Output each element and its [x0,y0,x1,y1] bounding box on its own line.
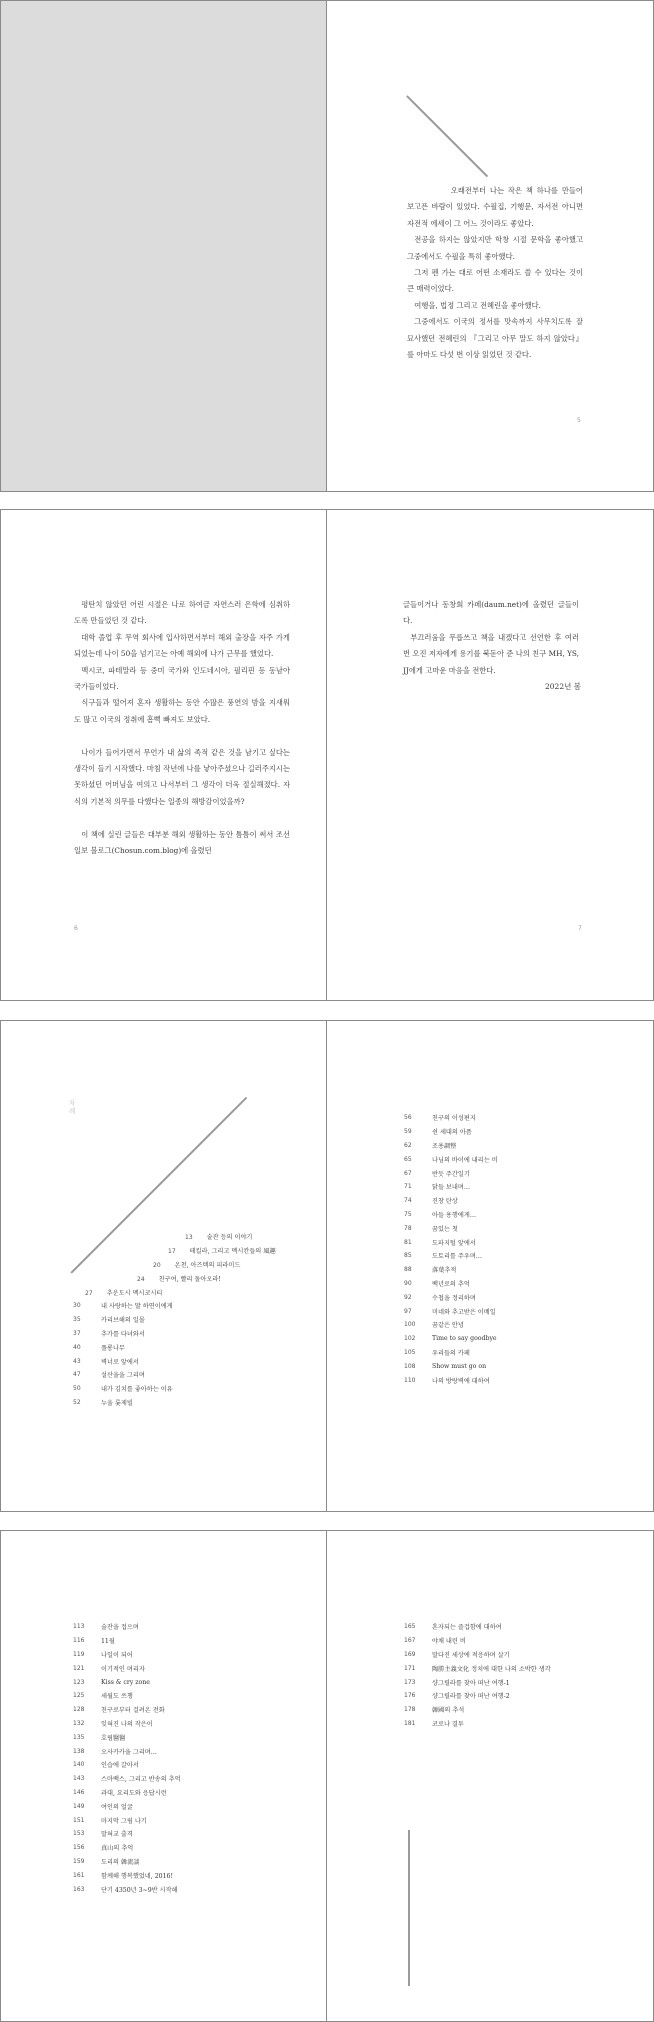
toc-page-number: 156 [73,1844,85,1852]
toc-page-number: 178 [404,1706,416,1714]
toc-page-number: 43 [73,1357,81,1365]
toc-page-number: 149 [73,1802,85,1810]
toc-page-number: 169 [404,1650,416,1658]
toc-entry[interactable] [73,1689,181,1703]
toc-entry[interactable] [73,1855,181,1869]
toc-entry[interactable] [73,1744,181,1758]
toc-page-number: 65 [404,1155,412,1163]
toc-title: 플롱나무 [101,1344,125,1352]
toc-page-number: 132 [73,1719,85,1727]
preface-text [403,597,579,679]
toc-entry[interactable] [404,1703,551,1717]
toc-title: 백년로의 추억 [432,1280,470,1288]
toc-title: 우리들의 카페 [432,1349,470,1357]
toc-title: 도파지털 앞에서 [432,1239,476,1247]
toc-title: 陶勝主義文化 정치에 대한 나의 소박한 생각 [432,1665,551,1673]
page-number: 5 [577,417,581,424]
toc-title: 단기 4350년 3~9반 시작해 [101,1886,178,1894]
toc-entry[interactable] [73,1786,181,1800]
toc-entry[interactable] [73,1368,173,1382]
toc-entry[interactable] [404,1304,498,1318]
toc-entry[interactable] [404,1346,498,1360]
toc-entry[interactable] [73,1327,173,1341]
toc-title: 수첩을 정리하며 [432,1294,476,1302]
toc-entry[interactable] [404,1290,498,1304]
toc-page-number: 59 [404,1128,412,1136]
spread-3 [0,1020,654,1512]
toc-title: 쉰 세대의 아픔 [432,1129,472,1137]
paragraph: 식구들과 떨어져 혼자 생활하는 동안 수많은 풍연의 밤을 지새워도 많고 이국의 정취에 흠뻑 빠져도 보았다. [74,698,290,724]
toc-title: 혼자되는 즐겁함에 대하여 [432,1624,502,1632]
toc-entry[interactable] [73,1882,181,1896]
toc-title: 함께해 행복했었네, 2016! [101,1872,173,1880]
toc-title: 오사카카을 그리며… [101,1748,157,1756]
paragraph: 대학 졸업 후 무역 회사에 입사하면서부터 해외 출장을 자주 가게 되었는데 나이 50을 넘기고는 아예 해외에 나가 근무를 했었다. [74,632,290,659]
page-5 [327,1,653,491]
toc-page-number: 140 [73,1761,85,1769]
toc-entry[interactable] [404,1634,551,1648]
toc-title: 꿈있는 첫 [432,1225,458,1233]
toc-title: 나일이 되어 [101,1651,133,1659]
toc-title: 真山의 추억 [101,1845,134,1853]
toc-entry[interactable] [73,1675,181,1689]
toc-entry[interactable] [404,1235,498,1249]
toc-page-number: 151 [73,1816,85,1824]
toc-page-number: 17 [168,1248,176,1255]
preface-text [74,597,290,859]
toc-page-number: 173 [404,1678,416,1686]
toc-entry[interactable] [73,1772,181,1786]
toc-title: 인습에 갈아서 [101,1762,139,1770]
toc-entry[interactable] [73,1620,181,1634]
page-number: 6 [74,925,78,932]
paragraph: 글들이거나 동창회 카페(daum.net)에 올렸던 글들이다. [403,600,579,626]
toc-title: 꿈같은 안녕 [432,1322,464,1330]
paragraph: 전공을 하지는 않았지만 학창 시절 문학을 좋아했고 그중에서도 수필을 특히 좋아했다. [407,235,583,261]
toc-page-number: 67 [404,1169,412,1177]
toc-title: 야채 내린 비 [432,1638,466,1646]
toc-page-number: 125 [73,1692,85,1700]
page-6 [1,510,327,1000]
toc-entry[interactable] [85,1288,162,1297]
paragraph: 그저 펜 가는 대로 어떤 소재라도 쓸 수 있다는 것이 큰 매력이었다. [407,268,583,294]
toc-entry[interactable] [73,1661,181,1675]
toc-title: 샹그릴라를 찾아 떠난 여행-2 [432,1693,510,1701]
toc-entry[interactable] [153,1260,240,1269]
page-7 [327,510,653,1000]
toc-page-number: 90 [404,1279,412,1287]
toc-page-right [327,1531,653,2021]
toc-list [73,1299,173,1409]
toc-title: 잊혀진 나의 작은이 [101,1720,153,1728]
toc-title: 설산을을 그리며 [101,1372,145,1380]
toc-title: 친구여, 빨리 돌아오라! [158,1276,221,1283]
toc-entry[interactable] [404,1689,551,1703]
toc-title: 친구로부터 걸려온 전화 [101,1707,165,1715]
toc-page-number: 167 [404,1637,416,1645]
toc-page-number: 20 [153,1262,161,1269]
toc-page-number: 165 [404,1623,416,1631]
paragraph: 오래전부터 나는 작은 책 하나를 만들어 보고픈 바람이 있었다. 수필집, 기행문, 자서전 아니면 자전적 에세이 그 어느 것이라도 좋았다. [407,186,583,228]
toc-page-number: 88 [404,1266,412,1274]
toc-page-number: 171 [404,1664,416,1672]
toc-title: 세월도 쓰챙 [101,1693,133,1701]
spread-2 [0,509,654,1001]
toc-page-number: 119 [73,1650,85,1658]
toc-entry[interactable] [73,1396,173,1410]
toc-title: 落葉추적 [432,1267,457,1275]
toc-title: 벽너로 앞에서 [101,1358,139,1366]
toc-entry[interactable] [404,1620,551,1634]
toc-entry[interactable] [73,1313,173,1327]
toc-title: 추운도시 멕시코시티 [106,1290,163,1297]
toc-entry[interactable] [73,1827,181,1841]
toc-entry[interactable] [185,1232,252,1241]
toc-title: 말다진 세상에 적응하며 살기 [432,1651,510,1659]
toc-page-number: 100 [404,1321,416,1329]
toc-page-number: 146 [73,1788,85,1796]
toc-page-left [1,1531,327,2021]
toc-title: 테킬라, 그리고 멕시칸들의 風趣 [189,1248,276,1255]
toc-heading: 차례 [69,1099,76,1115]
toc-title: 진창 탄상 [432,1198,458,1206]
toc-entry[interactable] [404,1221,498,1235]
toc-title: 마지막 그림 나기 [101,1817,147,1825]
toc-page-number: 50 [73,1385,81,1393]
spread-1 [0,0,654,492]
toc-page-number: 47 [73,1371,81,1379]
toc-page-number: 40 [73,1343,81,1351]
toc-entry[interactable] [404,1139,498,1153]
toc-entry[interactable] [73,1730,181,1744]
toc-page-number: 108 [404,1362,416,1370]
decorative-vertical-line [408,1830,410,1986]
toc-page-number: 128 [73,1706,85,1714]
toc-entry[interactable] [404,1318,498,1332]
toc-page-number: 37 [73,1329,81,1337]
toc-page-number: 13 [185,1234,193,1241]
toc-entry[interactable] [73,1813,181,1827]
toc-title: 여인의 얼굴 [101,1803,133,1811]
decorative-diagonal-line [406,95,488,177]
toc-title: 반듯 주간일기 [432,1170,470,1178]
toc-title: 술잔을 접으며 [101,1624,139,1632]
toc-entry[interactable] [404,1277,498,1291]
toc-entry[interactable] [73,1648,181,1662]
toc-entry[interactable] [404,1717,551,1731]
toc-title: 코로나 결투 [432,1720,464,1728]
toc-page-number: 35 [73,1316,81,1324]
toc-page-number: 30 [73,1302,81,1310]
blank-line [74,810,290,826]
toc-page-number: 56 [404,1114,412,1122]
paragraph: 나이가 들어가면서 무언가 내 삶의 족적 같은 것을 남기고 싶다는 생각이 들기 시작했다. 마침 작년에 나를 낳아주셨으나 길러주지시는 못하셨던 어머님을 여의고 나서부터 그 생각이 더욱 절실해졌다. 자식의 기본적 의무를 다했다는 일종의 해방감이었을까? [74,747,290,806]
toc-title: 나의 방랑벽에 대하여 [432,1377,490,1385]
toc-entry[interactable] [168,1246,276,1255]
toc-page-number: 153 [73,1830,85,1838]
toc-page-number: 161 [73,1871,85,1879]
toc-entry[interactable] [73,1354,173,1368]
toc-entry[interactable] [73,1868,181,1882]
toc-entry[interactable] [73,1758,181,1772]
toc-title: 내 사랑하는 딸 하연이에게 [101,1303,173,1311]
paragraph: 이 책에 실린 글들은 대부분 해외 생활하는 동안 틈틈이 써서 조선일보 블로그(Chosun.com.blog)에 올렸던 [74,829,290,856]
toc-entry[interactable] [404,1166,498,1180]
toc-page-number: 110 [404,1376,416,1384]
toc-list [404,1620,551,1730]
toc-page-number: 176 [404,1692,416,1700]
toc-title: 술잔 등의 이야기 [206,1234,253,1241]
toc-page-number: 71 [404,1183,412,1191]
toc-title: 카리브해의 일몰 [101,1317,145,1325]
toc-title: 호림醫醫 [101,1734,126,1742]
toc-page-number: 181 [404,1719,416,1727]
toc-page-number: 62 [404,1141,412,1149]
preface-signature: 2022년 봄 [545,682,581,691]
toc-entry[interactable] [404,1249,498,1263]
paragraph: 평탄치 않았던 어린 시절은 나로 하여금 자연스러 은학에 심취하도록 만들었던 것 같다. [74,600,290,626]
toc-title: Time to say goodbye [432,1335,497,1343]
page-number: 7 [578,925,582,932]
toc-entry[interactable] [404,1332,498,1346]
toc-title: 미네와 추고받은 이메일 [432,1308,496,1316]
toc-entry[interactable] [73,1799,181,1813]
toc-title: 韓國의 추석 [432,1707,465,1715]
preface-text [407,183,583,363]
toc-page-right [327,1021,653,1511]
toc-entry[interactable] [404,1648,551,1662]
toc-page-number: 116 [73,1637,85,1645]
toc-entry[interactable] [137,1274,221,1283]
blank-line [74,728,290,744]
toc-entry[interactable] [404,1675,551,1689]
toc-entry[interactable] [404,1111,498,1125]
toc-page-number: 135 [73,1733,85,1741]
toc-page-number: 143 [73,1775,85,1783]
toc-page-number: 74 [404,1197,412,1205]
toc-entry[interactable] [73,1382,173,1396]
toc-title: 친구의 이성편지 [432,1115,476,1123]
paragraph: 그중에서도 이국의 정서를 맛속까지 사무치도록 잘 묘사했던 전혜린의 『그리고 아무 말도 하지 않았다』를 아마도 다섯 번 이상 읽었던 것 같다. [407,317,583,360]
toc-entry[interactable] [73,1299,173,1313]
toc-page-number: 92 [404,1293,412,1301]
toc-title: 말혀교 출격 [101,1831,133,1839]
toc-page-number: 24 [137,1276,145,1283]
toc-page-number: 163 [73,1885,85,1893]
toc-title: 도토리를 주우며… [432,1253,482,1261]
toc-title: 누울 롯제빌 [101,1399,133,1407]
toc-title: 내가 김치를 좋아하는 이유 [101,1386,173,1394]
toc-entry[interactable] [404,1263,498,1277]
paragraph: 여행을, 법정 그리고 전혜린을 좋아했다. [414,300,541,310]
toc-title: 추가를 다녀와서 [101,1330,145,1338]
blank-gray-page [1,1,327,491]
toc-list [73,1620,181,1896]
toc-page-number: 27 [85,1290,93,1297]
toc-page-number: 78 [404,1224,412,1232]
toc-title: 과대, 요리도와 응답시런 [101,1789,167,1797]
toc-entry[interactable] [404,1661,551,1675]
toc-entry[interactable] [404,1359,498,1373]
toc-list [404,1111,498,1387]
toc-page-left [1,1021,327,1511]
paragraph: 멕시코, 파테말라 등 중미 국가와 인도네시아, 필리핀 등 동남아 국가들이었다. [74,665,290,692]
toc-entry[interactable] [404,1125,498,1139]
toc-title: 온천, 아즈텍의 피라미드 [174,1262,241,1269]
toc-entry[interactable] [404,1208,498,1222]
toc-page-number: 113 [73,1623,85,1631]
toc-title: 11월 [101,1638,115,1646]
toc-title: 샹그릴라를 찾아 떠난 여행-1 [432,1679,510,1687]
toc-title: 도리의 韓流談 [101,1858,140,1866]
toc-title: 닭들 보내며… [432,1184,471,1192]
toc-title: 나님의 바이에 내리는 비 [432,1156,498,1164]
toc-page-number: 121 [73,1664,85,1672]
toc-title: 스마백스, 그리고 반송의 추억 [101,1776,181,1784]
toc-page-number: 81 [404,1238,412,1246]
toc-title: 이기적인 며리자 [101,1665,145,1673]
toc-entry[interactable] [404,1180,498,1194]
toc-page-number: 75 [404,1210,412,1218]
toc-page-number: 159 [73,1857,85,1865]
toc-page-number: 102 [404,1335,416,1343]
toc-entry[interactable] [73,1703,181,1717]
toc-page-number: 138 [73,1747,85,1755]
toc-title: Show must go on [432,1362,487,1370]
toc-page-number: 105 [404,1348,416,1356]
toc-title: 아들 용행에게… [432,1211,477,1219]
toc-entry[interactable] [404,1373,498,1387]
toc-page-number: 123 [73,1678,85,1686]
toc-entry[interactable] [404,1194,498,1208]
toc-title: Kiss & cry zone [101,1678,150,1686]
toc-page-number: 52 [73,1398,81,1406]
toc-entry[interactable] [73,1717,181,1731]
spread-4 [0,1530,654,2022]
paragraph: 부끄러움을 무릅쓰고 책을 내겠다고 선언한 후 여러 번 오진 저자에게 용기를 북돋아 준 나의 친구 MH, YS, JJ에게 고마운 마음을 전한다. [403,632,579,675]
toc-page-number: 85 [404,1252,412,1260]
toc-entry[interactable] [73,1340,173,1354]
toc-entry[interactable] [73,1841,181,1855]
toc-title: 조용調整 [432,1142,457,1150]
toc-page-number: 97 [404,1307,412,1315]
toc-entry[interactable] [73,1634,181,1648]
toc-entry[interactable] [404,1152,498,1166]
